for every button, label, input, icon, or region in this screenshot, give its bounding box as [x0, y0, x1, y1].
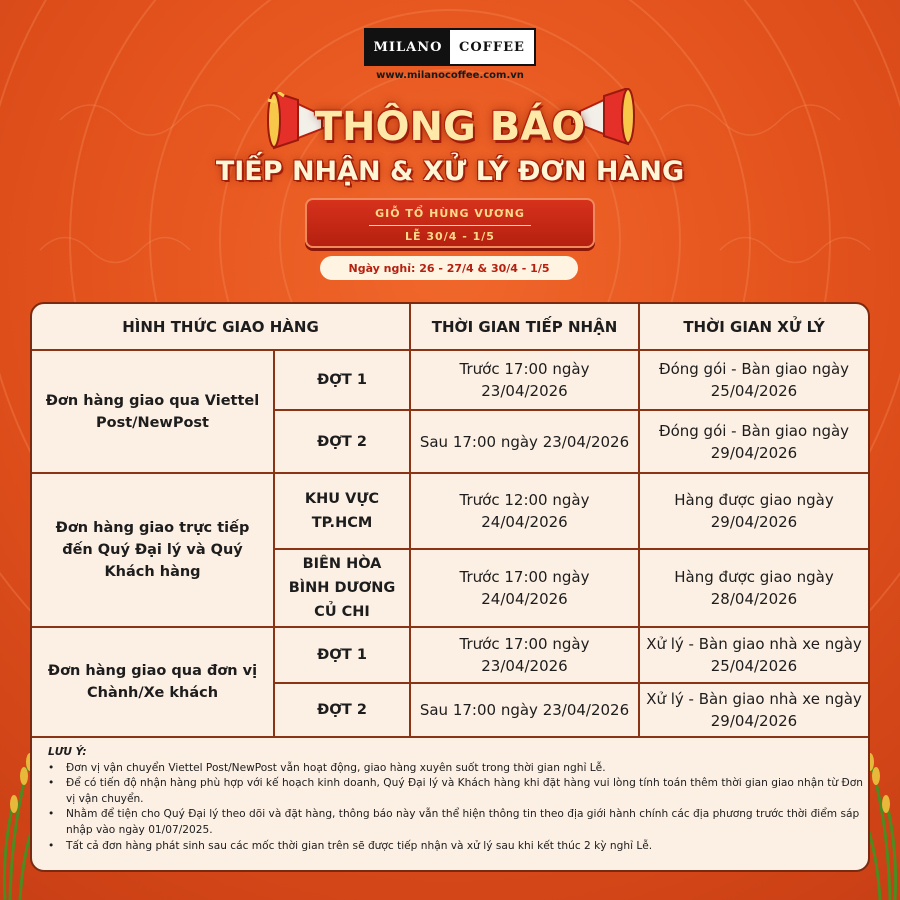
batch-cell: ĐỢT 2 [274, 410, 410, 473]
note-text: Nhằm để tiện cho Quý Đại lý theo dõi và đặt hàng, thông báo này vẫn thể hiện thông tin theo địa giới hành chính các địa phương trước thời điểm sáp nhập vào ngày 01/07/2025. [66, 808, 860, 836]
note-item [48, 761, 868, 777]
receive-time-cell: Trước 17:00 ngày 24/04/2026 [410, 549, 639, 627]
brand-logo [364, 28, 536, 66]
column-header: THỜI GIAN TIẾP NHẬN [410, 304, 639, 350]
delivery-method-cell: Đơn hàng giao trực tiếp đến Quý Đại lý và Quý Khách hàng [32, 473, 274, 627]
bullet: • [48, 808, 55, 821]
batch-cell: KHU VỰC TP.HCM [274, 473, 410, 549]
note-item [48, 807, 868, 838]
holiday-name: GIỖ TỔ HÙNG VƯƠNG [375, 207, 525, 220]
batch-cell: ĐỢT 2 [274, 683, 410, 737]
headline-subtitle: TIẾP NHẬN & XỬ LÝ ĐƠN HÀNG [215, 156, 685, 187]
table-row [32, 627, 868, 683]
batch-cell: ĐỢT 1 [274, 350, 410, 410]
ribbon-divider [369, 225, 531, 226]
receive-time-cell: Trước 12:00 ngày 24/04/2026 [410, 473, 639, 549]
schedule-table [32, 304, 868, 738]
process-time-cell: Xử lý - Bàn giao nhà xe ngày 29/04/2026 [639, 683, 868, 737]
process-time-cell: Hàng được giao ngày 28/04/2026 [639, 549, 868, 627]
table-header-row [32, 304, 868, 350]
holiday-dates: LỄ 30/4 - 1/5 [405, 230, 495, 243]
note-item [48, 839, 868, 855]
process-time-cell: Đóng gói - Bàn giao ngày 25/04/2026 [639, 350, 868, 410]
receive-time-cell: Sau 17:00 ngày 23/04/2026 [410, 410, 639, 473]
bullet: • [48, 839, 55, 852]
batch-cell: ĐỢT 1 [274, 627, 410, 683]
note-text: Tất cả đơn hàng phát sinh sau các mốc thời gian trên sẽ được tiếp nhận và xử lý sau khi kết thúc 2 kỳ nghỉ Lễ. [66, 839, 653, 852]
website-url: www.milanocoffee.com.vn [376, 70, 524, 81]
bullet: • [48, 777, 55, 790]
notes-section [32, 738, 868, 854]
bullet: • [48, 761, 55, 774]
days-off-pill: Ngày nghỉ: 26 - 27/4 & 30/4 - 1/5 [320, 256, 578, 280]
receive-time-cell: Sau 17:00 ngày 23/04/2026 [410, 683, 639, 737]
table-row [32, 350, 868, 410]
logo-left-text: MILANO [373, 39, 443, 55]
notes-title: LƯU Ý: [48, 746, 87, 758]
headline-title: THÔNG BÁO [314, 104, 586, 150]
note-text: Để có tiến độ nhận hàng phù hợp với kế hoạch kinh doanh, Quý Đại lý và Khách hàng khi đặt hàng vui lòng tính toán thêm thời gian giao nhận từ Đơn vị vận chuyển. [66, 777, 863, 805]
delivery-method-cell: Đơn hàng giao qua Viettel Post/NewPost [32, 350, 274, 473]
holiday-ribbon [305, 198, 595, 248]
column-header: HÌNH THỨC GIAO HÀNG [32, 304, 410, 350]
process-time-cell: Xử lý - Bàn giao nhà xe ngày 25/04/2026 [639, 627, 868, 683]
schedule-card [30, 302, 870, 872]
receive-time-cell: Trước 17:00 ngày 23/04/2026 [410, 627, 639, 683]
note-item [48, 776, 868, 807]
logo-right-text: COFFEE [450, 30, 534, 64]
process-time-cell: Hàng được giao ngày 29/04/2026 [639, 473, 868, 549]
process-time-cell: Đóng gói - Bàn giao ngày 29/04/2026 [639, 410, 868, 473]
column-header: THỜI GIAN XỬ LÝ [639, 304, 868, 350]
delivery-method-cell: Đơn hàng giao qua đơn vị Chành/Xe khách [32, 627, 274, 737]
table-row [32, 473, 868, 549]
batch-cell: BIÊN HÒA BÌNH DƯƠNG CỦ CHI [274, 549, 410, 627]
note-text: Đơn vị vận chuyển Viettel Post/NewPost vẫn hoạt động, giao hàng xuyên suốt trong thời gian nghỉ Lễ. [66, 761, 606, 774]
receive-time-cell: Trước 17:00 ngày 23/04/2026 [410, 350, 639, 410]
